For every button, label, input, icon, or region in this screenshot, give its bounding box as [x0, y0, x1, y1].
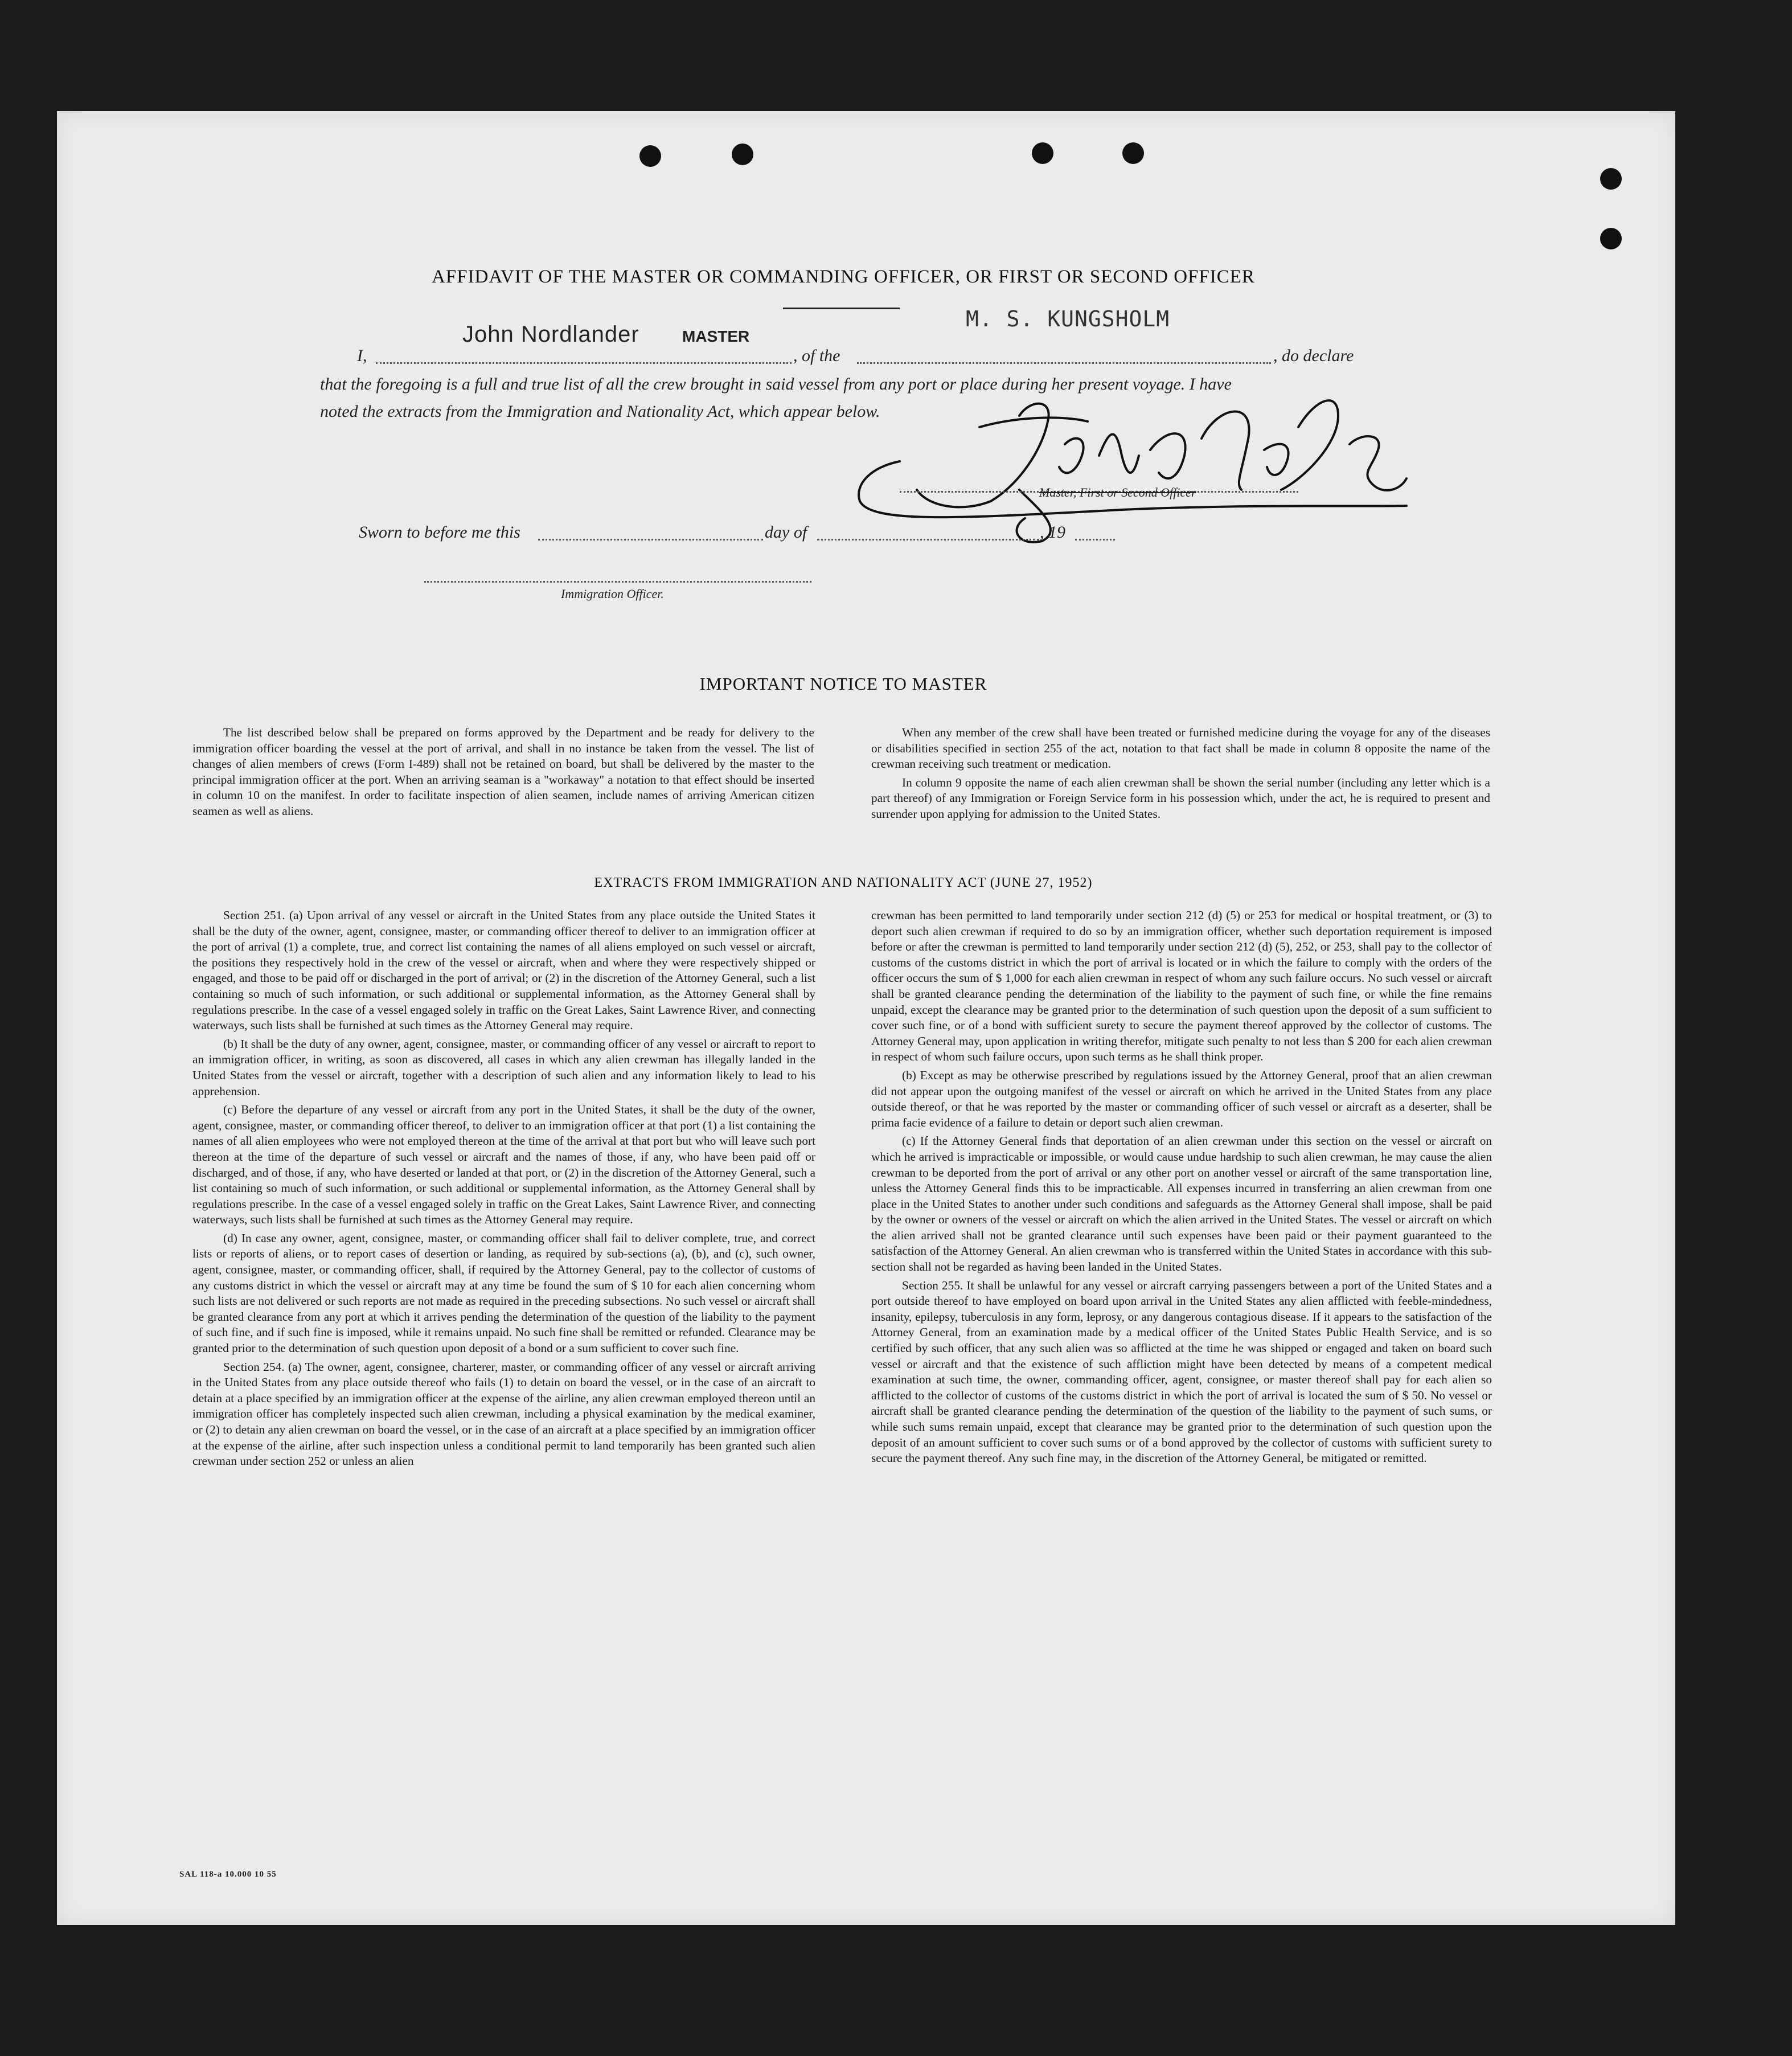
- extracts-left-column: [192, 908, 815, 1472]
- title-underline: [783, 308, 900, 309]
- name-blank: [376, 362, 792, 364]
- notice-paragraph: The list described below shall be prepared on forms approved by the Department and be ready for delivery to the immigration officer boarding the vessel at the port of arrival, and shall in no instance be taken from the vessel. The list of changes of alien members of crews (Form I-489) shall not be retained on board, but shall be delivered by the master to the principal immigration officer at the port. When an arriving seaman is a "workaway" a notation to that effect should be inserted in column 10 on the manifest. In order to facilitate inspection of alien seamen, include names of arriving American citizen seamen as well as aliens.: [192, 726, 814, 818]
- notice-left-column: [192, 725, 814, 822]
- form-code: SAL 118-a 10.000 10 55: [179, 1870, 277, 1879]
- officer-caption: Master, First or Second Officer: [1039, 485, 1196, 499]
- of-the-label: , of the: [793, 346, 840, 365]
- punch-hole: [1600, 228, 1622, 249]
- punch-hole: [1600, 168, 1622, 190]
- typed-master-name: John Nordlander: [462, 322, 639, 347]
- declare-prefix: I,: [357, 346, 367, 365]
- section-251c: (c) Before the departure of any vessel or aircraft from any port in the United States, it shall be the duty of the owner, agent, consignee, master, or commanding officer thereof, to deliver to an immigration officer at that port (1) a list containing the names of all alien employees who were not employed thereon at the time of the arrival at that port but who will leave such port thereon at the time of the departure of such vessel or aircraft and the names of those, if any, who have been paid off or discharged, and of those, if any, who have deserted or landed at that port, or (2) in the discretion of the Attorney General, such a list containing so much of such information, or such additional or supplemental information, as the Attorney General shall by regulations prescribe. In the case of a vessel engaged solely in traffic on the Great Lakes, Saint Lawrence River, and connecting waterways, such lists shall be furnished at such times as the Attorney General may require.: [192, 1103, 815, 1227]
- affidavit-title: AFFIDAVIT OF THE MASTER OR COMMANDING OFFICER, OR FIRST OR SECOND OFFICER: [432, 267, 1255, 287]
- section-251a: Section 251. (a) Upon arrival of any vessel or aircraft in the United States from any place outside the United States it shall be the duty of the owner, agent, consignee, master, or commanding officer thereof to deliver to an immigration officer at the port of arrival (1) a complete, true, and correct list containing the names of all aliens employed on such vessel or aircraft, the positions they respectively hold in the crew of the vessel or aircraft, when and where they were respectively shipped or engaged, and those to be paid off or discharged in the port of arrival; or (2) in the discretion of the Attorney General, such a list containing so much of such information, or such additional or supplemental information, as the Attorney General shall by regulations prescribe. In the case of a vessel engaged solely in traffic on the Great Lakes, Saint Lawrence River, and connecting waterways, such lists shall be furnished at such times as the Attorney General may require.: [192, 908, 815, 1033]
- punch-hole: [1122, 142, 1144, 164]
- section-254b: (b) Except as may be otherwise prescribed by regulations issued by the Attorney General, proof that an alien crewman did not appear upon the outgoing manifest of the vessel or aircraft on which he arrived in the United States from any place outside thereof, or that he was reported by the master or commanding officer of such vessel or aircraft as a deserter, shall be prima facie evidence of a failure to detain or deport such alien crewman.: [871, 1068, 1492, 1129]
- declaration-text: that the foregoing is a full and true list of all the crew brought in said vessel from any port or place during her present voyage. I have: [320, 375, 1232, 394]
- punch-hole: [1032, 142, 1053, 164]
- extracts-right-column: [871, 908, 1492, 1469]
- year-blank: [1075, 539, 1115, 540]
- master-signature: [848, 393, 1412, 547]
- sworn-prefix: Sworn to before me this: [359, 523, 520, 542]
- immigration-officer-caption: Immigration Officer.: [561, 587, 664, 601]
- section-254c: (c) If the Attorney General finds that deportation of an alien crewman under this section on the vessel or aircraft on which he arrived is impracticable or impossible, or would cause undue hardship to such alien crewman, he may cause the alien crewman to be deported from the port of arrival or any other port on another vessel or aircraft of the same transportation line, unless the Attorney General finds this to be impracticable. All expenses incurred in transferring an alien crewman from one place in the United States to another under such conditions and safeguards as the Attorney General shall impose, shall be paid by the owner or owners of the vessel or aircraft on which the alien arrived in the United States. The vessel or aircraft on which the alien arrived shall not be granted clearance until such expenses have been paid or their payment guaranteed to the satisfaction of the Attorney General. An alien crewman who is transferred within the United States in accordance with this sub-section shall not be regarded as having been landed in the United States.: [871, 1134, 1492, 1274]
- extracts-title: EXTRACTS FROM IMMIGRATION AND NATIONALITY ACT (JUNE 27, 1952): [594, 875, 1093, 890]
- section-251b: (b) It shall be the duty of any owner, agent, consignee, master, or commanding officer of any vessel or aircraft to report to an immigration officer, in writing, as soon as discovered, all cases in which any alien crewman has illegally landed in the United States from the vessel or aircraft, together with a description of such alien and any information likely to lead to his apprehension.: [192, 1037, 815, 1098]
- immigration-officer-line: [424, 581, 811, 583]
- notice-right-column: [871, 725, 1490, 825]
- punch-hole: [732, 144, 753, 165]
- do-declare-label: , do declare: [1273, 346, 1354, 365]
- sworn-day-blank: [538, 539, 763, 540]
- declaration-text-cont: noted the extracts from the Immigration and Nationality Act, which appear below.: [320, 402, 880, 421]
- notice-paragraph: In column 9 opposite the name of each alien crewman shall be shown the serial number (including any letter which is a part thereof) of any Immigration or Foreign Service form in his possession which, under the act, he is required to present and surrender upon applying for admission to the United States.: [871, 775, 1490, 821]
- typed-rank: MASTER: [682, 327, 750, 345]
- vessel-blank: [857, 362, 1271, 364]
- section-254a: Section 254. (a) The owner, agent, consignee, charterer, master, or commanding officer of any vessel or aircraft arriving in the United States from any place outside thereof who fails (1) to detain on board the vessel, or in the case of an aircraft to detain at a place specified by an immigration officer at the expense of the airline, any alien crewman employed thereon until an immigration officer has completely inspected such alien crewman, including a physical examination by the medical examiner, or (2) to detain any alien crewman on board the vessel, or in the case of an aircraft at a place specified by an immigration officer at the expense of the airline, after such inspection unless a conditional permit to land temporarily has been granted such alien crewman under section 252 or unless an alien: [192, 1359, 815, 1468]
- section-255: Section 255. It shall be unlawful for any vessel or aircraft carrying passengers between a port of the United States and a port outside thereof to have employed on board upon arrival in the United States any alien afflicted with feeble-mindedness, insanity, epilepsy, tuberculosis in any form, leprosy, or any dangerous contagious disease. If it appears to the satisfaction of the Attorney General, from an examination made by a medical officer of the United States Public Health Service, and is so certified by such officer, that any such alien was so afflicted at the time he was shipped or engaged and taken on board such vessel or aircraft and that the existence of such affliction might have been detected by means of a competent medical examination at such time, the owner, commanding officer, agent, consignee, or master thereof shall pay for each alien so afflicted to the collector of customs of the customs district in which the port of arrival is located the sum of $ 50. No vessel or aircraft shall be granted clearance pending the determination of the question of the liability to the payment of such sums, or while such sums remain unpaid, except that clearance may be granted prior to the determination of such question upon the deposit of an amount sufficient to cover such sums or of a bond approved by the collector of customs with sufficient surety to secure the payment thereof. Any such fine may, in the discretion of the Attorney General, be mitigated or remitted.: [871, 1278, 1492, 1465]
- vessel-name-stamp: M. S. KUNGSHOLM: [966, 306, 1170, 331]
- punch-hole: [639, 145, 661, 167]
- sworn-day-of: day of: [765, 523, 807, 542]
- section-251d: (d) In case any owner, agent, consignee, master, or commanding officer shall fail to deliver complete, true, and correct lists or reports of aliens, or to report cases of desertion or landing, as required by sub-sections (a), (b), and (c), such owner, agent, consignee, master, or commanding officer, shall, if required by the Attorney General, pay to the collector of customs of any customs district in which the vessel or aircraft may at any time be found the sum of $ 10 for each alien concerning whom such lists are not delivered or such reports are not made as required in the preceding subsections. No such vessel or aircraft shall be granted clearance from any port at which it arrives pending the determination of the question of the liability to the payment of such fine, and if such fine is imposed, while it remains unpaid. No such fine shall be remitted or refunded. Clearance may be granted prior to the determination of such question upon deposit of a bond or a sum sufficient to cover such fine.: [192, 1231, 815, 1355]
- notice-title: IMPORTANT NOTICE TO MASTER: [699, 674, 987, 694]
- sworn-year: , 19: [1040, 523, 1065, 542]
- notice-paragraph: When any member of the crew shall have been treated or furnished medicine during the voyage for any of the diseases or disabilities specified in section 255 of the act, notation to that fact shall be made in column 8 opposite the name of the crewman receiving such treatment or medication.: [871, 726, 1490, 771]
- sworn-month-blank: [817, 539, 1039, 540]
- section-254a-cont: crewman has been permitted to land temporarily under section 212 (d) (5) or 253 for medical or hospital treatment, or (3) to deport such alien crewman if required to do so by an immigration officer, whether such deportation requirement is imposed before or after the crewman is permitted to land temporarily under section 212 (d) (5), 252, or 253, shall pay to the collector of customs of the customs district in which the port of arrival is located or in which the failure to comply with the orders of the officer occurs the sum of $ 1,000 for each alien crewman in respect of whom any such failure occurs. No such vessel or aircraft shall be granted clearance pending the determination of the liability to the payment of such fine, or while the fine remains unpaid, except the clearance may be granted prior to the determination of such question upon the deposit of a sum sufficient to cover such fine, or of a bond with sufficient surety to secure the payment thereof approved by the collector of customs. The Attorney General may, upon application in writing therefor, mitigate such penalty to not less than $ 200 for each alien crewman in respect of whom such failure occurs, upon such terms as he shall think proper.: [871, 908, 1492, 1064]
